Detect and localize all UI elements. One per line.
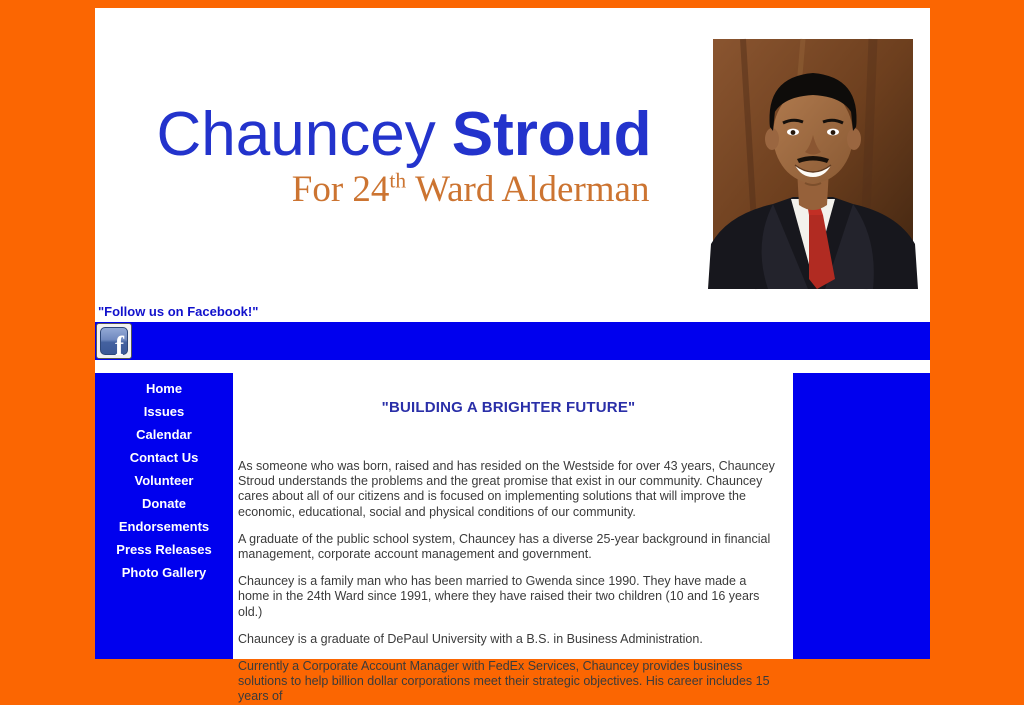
right-blue-column [793, 373, 930, 659]
subtitle-text-post: Ward Alderman [415, 169, 650, 210]
candidate-photo [713, 39, 913, 289]
body-paragraph: Chauncey is a graduate of DePaul University with a B.S. in Business Administration. [238, 631, 703, 646]
biography-text [238, 459, 779, 705]
sidebar-item-press-releases[interactable]: Press Releases [116, 542, 212, 557]
sidebar-item-photo-gallery[interactable]: Photo Gallery [121, 565, 207, 580]
main-content [233, 373, 793, 704]
body-paragraph: Chauncey is a family man who has been married to Gwenda since 1990. They have made a home in the 24th Ward since 1991, where they have raised their two children (10 and 16 years old.) [238, 574, 760, 619]
sidebar-item-donate[interactable]: Donate [141, 496, 187, 511]
title-first-name: Chauncey [156, 100, 436, 169]
content-row [95, 373, 930, 704]
facebook-icon-letter: f [115, 331, 124, 361]
body-paragraph: Currently a Corporate Account Manager with FedEx Services, Chauncey provides business solutions to help billion dollar corporations meet their strategic objectives. His career includes 15 years of [238, 659, 770, 704]
subtitle-text-pre: For 24 [291, 169, 390, 210]
sidebar-nav [95, 373, 233, 659]
sidebar-item-endorsements[interactable]: Endorsements [118, 519, 210, 534]
facebook-link[interactable] [96, 323, 132, 359]
page-title [156, 100, 652, 169]
facebook-callout-label: "Follow us on Facebook!" [98, 304, 259, 319]
header [95, 8, 930, 304]
header-text-block [95, 100, 713, 212]
sidebar-item-calendar[interactable]: Calendar [136, 427, 192, 442]
sidebar-item-volunteer[interactable]: Volunteer [134, 473, 194, 488]
sidebar-item-contact-us[interactable]: Contact Us [129, 450, 199, 465]
sidebar-item-issues[interactable]: Issues [143, 404, 185, 419]
sidebar-item-home[interactable]: Home [145, 381, 183, 396]
subtitle-ordinal: th [389, 168, 407, 193]
page-subtitle [157, 168, 652, 212]
body-paragraph: As someone who was born, raised and has resided on the Westside for over 43 years, Chauncey Stroud understands the problems and the great promise that exist in our community. Chauncey cares about all of our citizens and is focused on implementing solutions that will improve the economic, educational, social and physical conditions of our community. [238, 459, 775, 519]
body-paragraph: A graduate of the public school system, Chauncey has a diverse 25-year background in financial management, corporate account management and government. [238, 531, 771, 562]
facebook-icon [100, 327, 128, 361]
facebook-bar [95, 322, 930, 360]
content-container [95, 8, 930, 704]
page-heading: "BUILDING A BRIGHTER FUTURE" [381, 399, 636, 416]
title-last-name: Stroud [451, 100, 652, 169]
